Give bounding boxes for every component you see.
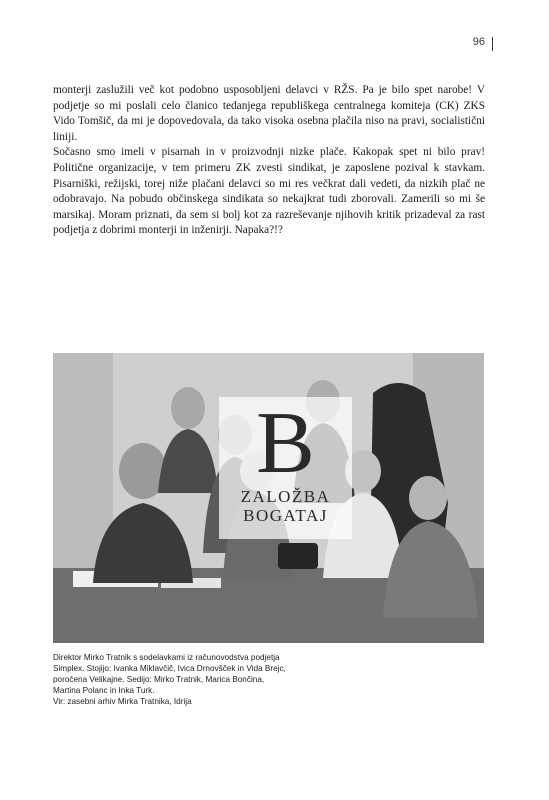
paragraph: Sočasno smo imeli v pisarnah in v proizvodnji nizke plače. Kakopak spet ni bilo prav! Politične organizacije, v tem primeru ZK zvesti sindikat, je zaposlene pozival k stavkam. Pisarniški, režijski, torej niže plačani delavci so mi res večkrat dali vedeti, da nizkih plač ne odobravajo. Na pobudo občinskega sindikata so nekajkrat tudi zborovali. Zamerili so mi še marsikaj. Moram priznati, da sem si bolj kot za razreševanje njihovih kritik prizadeval za rast podjetja z dobrimi monterji in inženirji. Napaka?!? — [53, 146, 485, 237]
caption-line: poročena Velikajne. Sedijo: Mirko Tratnik, Marica Bončina, — [53, 675, 265, 684]
page-number: 96 — [472, 36, 485, 48]
caption-source: Vir: zasebni arhiv Mirka Tratnika, Idrija — [53, 697, 192, 706]
watermark-line-1: ZALOŽBA — [240, 487, 331, 506]
body-text — [53, 83, 485, 239]
paragraph: monterji zaslužili več kot podobno usposobljeni delavci v RŽS. Pa je bilo spet narobe! V podjetje so mi poslali celo članico tedanjega republiškega centralnega komiteja (CK) ZKS Vido Tomšič, da mi je dopovedovala, da tako visoka osebna plačila niso na pravi, socialistični liniji. — [53, 84, 485, 143]
publisher-watermark — [219, 397, 352, 539]
photo-caption — [53, 652, 353, 707]
caption-line: Martina Polanc in Inka Turk. — [53, 686, 155, 695]
watermark-line-2: BOGATAJ — [243, 506, 328, 525]
watermark-logo-letter: B — [256, 395, 315, 492]
caption-line: Simplex. Stojijo: Ivanka Miklavčič, Ivica Drnovšček in Vida Brejc, — [53, 664, 286, 673]
caption-line: Direktor Mirko Tratnik s sodelavkami iz računovodstva podjetja — [53, 653, 280, 662]
page-number-rule — [492, 37, 493, 51]
